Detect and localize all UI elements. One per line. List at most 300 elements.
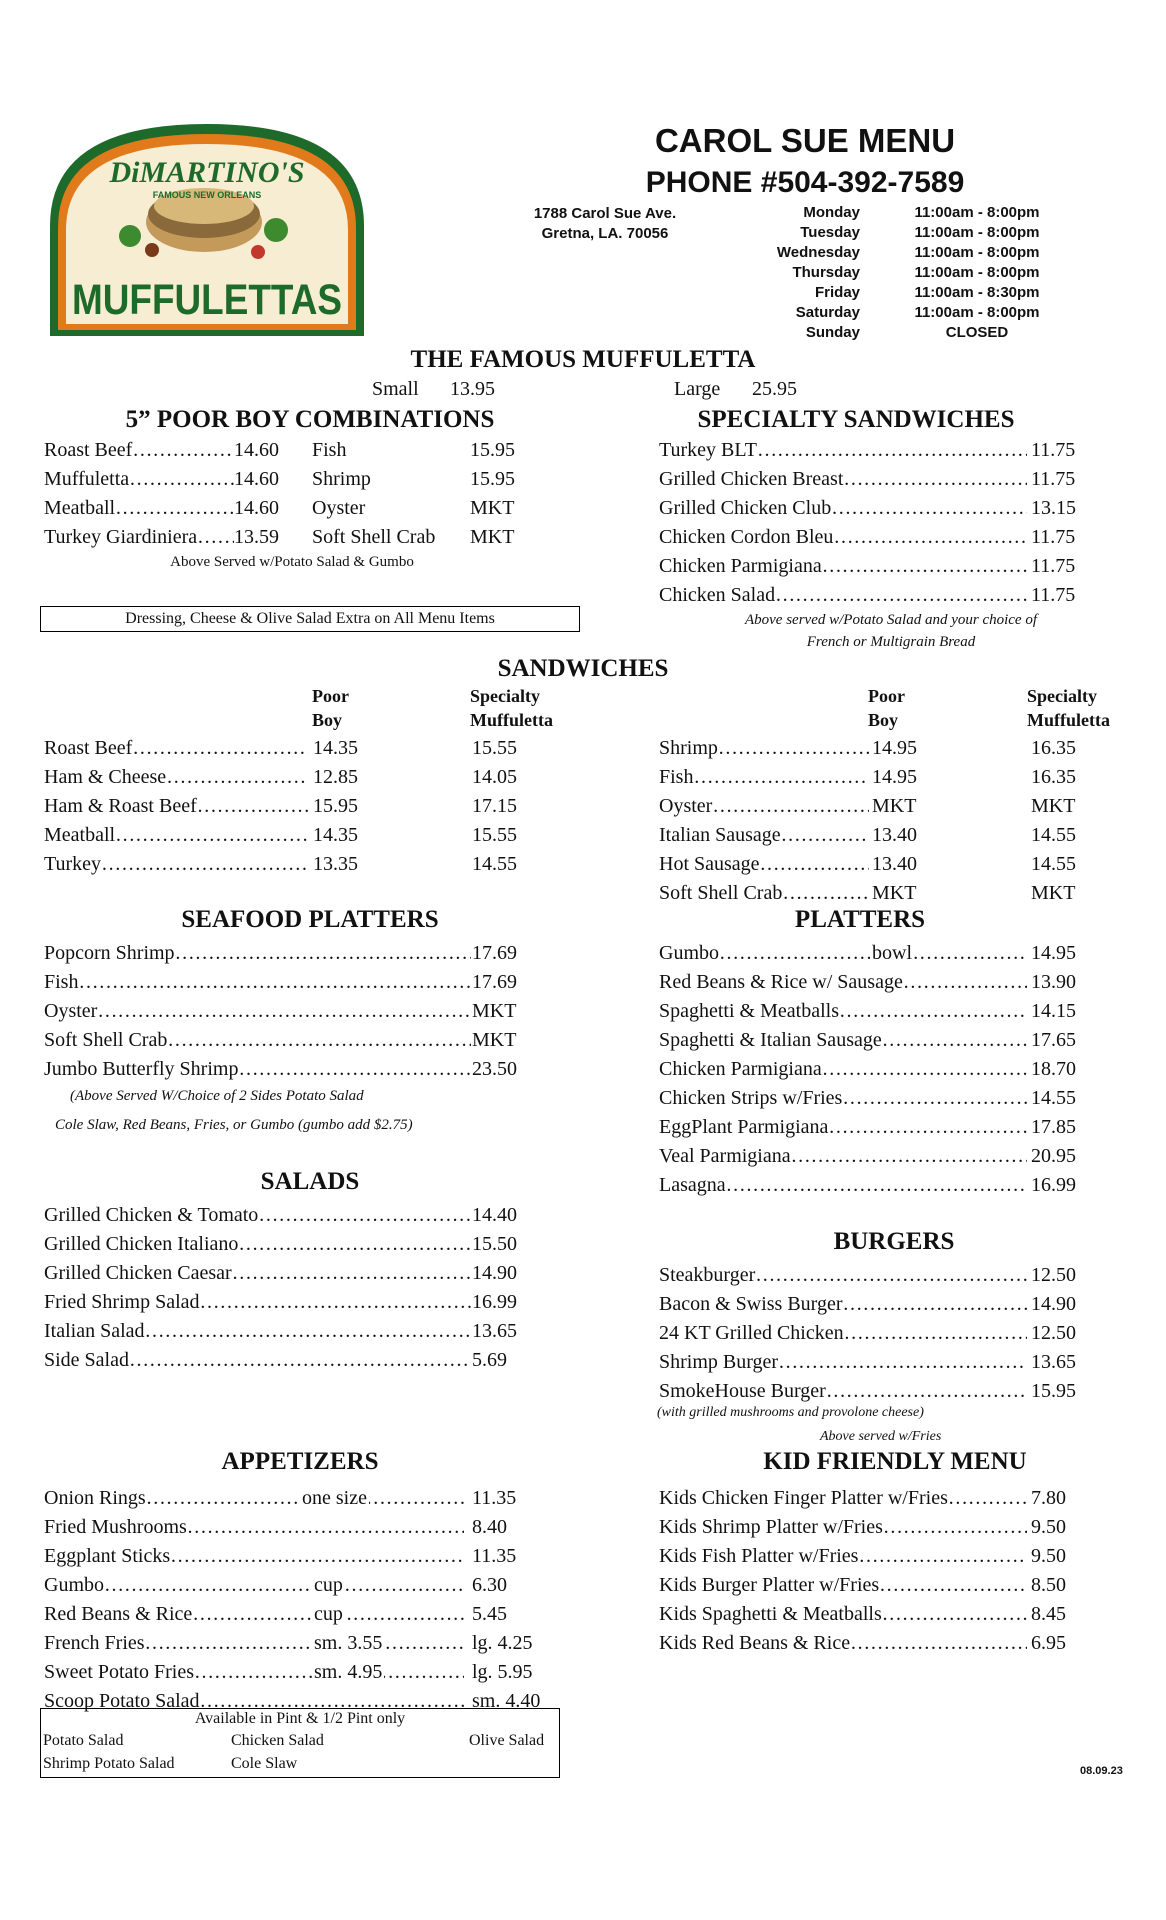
item-name-leader [44,1601,464,1627]
dot-leader [760,851,869,877]
kids-heading: KID FRIENDLY MENU [763,1448,1027,1475]
item-name-leader [44,524,234,550]
item-size: cup [314,1603,343,1625]
dot-leader [78,969,471,995]
sandwich-specialty-price: 16.35 [1031,737,1076,759]
item-price: 11.75 [1031,555,1076,577]
item-price: 8.40 [472,1516,507,1538]
item-price: 11.35 [472,1545,517,1567]
item-name: Muffuletta [44,468,130,490]
item-name: Roast Beef [44,737,133,759]
item-name-leader [659,1027,1027,1053]
menu-title: CAROL SUE MENU [654,122,956,159]
hours-row [720,324,1100,344]
item-name-leader [659,1262,1027,1288]
item-price: 11.35 [472,1487,517,1509]
item-price: MKT [872,795,917,817]
dot-leader [948,1485,1027,1511]
logo-brand-text: DiMARTINO'S [109,156,305,189]
dot-leader [778,1349,1027,1375]
item-price: 14.90 [472,1262,517,1284]
item-name-leader [659,1514,1027,1540]
dot-leader [238,1231,471,1257]
item-name: Oyster [659,795,713,817]
logo-tagline-text: FAMOUS NEW ORLEANS [152,190,262,200]
extras-note: Dressing, Cheese & Olive Salad Extra on All Menu Items [125,610,495,627]
dot-leader [882,1027,1027,1053]
item-name: 24 KT Grilled Chicken [659,1322,844,1344]
item-name: Steakburger [659,1264,756,1286]
dot-leader [129,1347,471,1373]
dot-leader [844,1320,1027,1346]
sandwich-specialty-price: 15.55 [472,737,517,759]
dot-leader [839,998,1027,1024]
item-price: MKT [872,882,917,904]
item-price: 17.69 [472,971,517,993]
item-name: Kids Chicken Finger Platter w/Fries [659,1487,948,1509]
dot-leader [822,553,1027,579]
item-price: 13.65 [472,1320,517,1342]
specialty-note-2: French or Multigrain Bread [806,634,976,650]
phone-number: PHONE #504-392-7589 [645,166,965,199]
item-price: 7.80 [1031,1487,1066,1509]
item-name-leader [659,1143,1027,1169]
dot-leader [200,1289,471,1315]
item-name-leader [659,1485,1027,1511]
dot-leader [850,1630,1027,1656]
combo-item-price: 15.95 [470,439,515,461]
item-price: 16.99 [1031,1174,1076,1196]
item-name: Italian Sausage [659,824,781,846]
item-name: Onion Rings [44,1487,146,1509]
item-name: Bacon & Swiss Burger [659,1293,843,1315]
dot-leader [187,1514,464,1540]
sandwich-specialty-price: 14.55 [1031,853,1076,875]
item-name: Red Beans & Rice [44,1603,193,1625]
item-name-leader [659,969,1027,995]
hours-day: Sunday [805,324,860,341]
poorboy-combo-heading: 5” POOR BOY COMBINATIONS [125,406,495,433]
item-name-leader [659,1085,1027,1111]
extras-box [40,606,580,632]
item-name-leader [44,764,308,790]
item-name-leader [659,735,869,761]
dot-leader [858,1543,1027,1569]
item-price: 11.75 [1031,584,1076,606]
poor-label: Poor [312,686,349,706]
sandwich-specialty-price: 14.55 [472,853,517,875]
item-price: 5.69 [472,1349,507,1371]
item-name: Scoop Potato Salad [44,1690,200,1712]
pint-box [40,1708,560,1778]
dot-leader [879,1572,1027,1598]
salads-heading: SALADS [260,1168,360,1195]
item-name: Ham & Roast Beef [44,795,197,817]
logo-product-text: MUFFULETTAS [72,276,342,324]
item-name-leader [659,553,1027,579]
pint-item: Shrimp Potato Salad [43,1755,175,1772]
item-name-leader [44,1231,471,1257]
hours-time: 11:00am - 8:00pm [914,204,1040,221]
dot-leader [693,764,869,790]
item-price: 17.65 [1031,1029,1076,1051]
hours-time: 11:00am - 8:00pm [914,264,1040,281]
item-name-leader [659,940,1027,966]
item-name: Shrimp Burger [659,1351,779,1373]
dot-leader [167,1027,471,1053]
combo-item-name: Soft Shell Crab [312,526,436,548]
item-size: one size [302,1487,367,1509]
pint-item: Cole Slaw [231,1755,298,1772]
item-name: Meatball [44,497,116,519]
dot-leader [104,1572,464,1598]
hours-day: Friday [814,284,860,301]
item-name: Oyster [44,1000,98,1022]
dot-leader [726,1172,1027,1198]
item-name: Grilled Chicken Italiano [44,1233,239,1255]
dot-leader [833,524,1027,550]
combo-note: Above Served w/Potato Salad & Gumbo [170,554,414,570]
item-name-leader [44,1543,464,1569]
dot-leader [903,969,1027,995]
item-name: Gumbo [44,1574,104,1596]
dot-leader [115,822,308,848]
dot-leader [97,998,471,1024]
platters-heading: PLATTERS [794,906,926,933]
item-name: Jumbo Butterfly Shrimp [44,1058,239,1080]
item-name: Eggplant Sticks [44,1545,171,1567]
small-label: Small [372,378,419,400]
dot-leader [718,735,869,761]
muffuletta-label: Muffuletta [1027,710,1110,730]
burgers-heading: BURGERS [833,1228,955,1255]
item-name-leader [659,1601,1027,1627]
item-name-leader [659,1320,1027,1346]
item-price: 15.50 [472,1233,517,1255]
item-price: 14.60 [234,439,279,461]
muffuletta-label: Muffuletta [470,710,553,730]
item-name-leader [659,466,1027,492]
item-name-leader [659,851,869,877]
dot-leader [757,437,1027,463]
item-name: Soft Shell Crab [44,1029,168,1051]
item-name-leader [44,969,471,995]
item-price: 12.50 [1031,1264,1076,1286]
item-name-leader [659,880,869,906]
item-name-leader [659,1543,1027,1569]
item-name: Chicken Cordon Bleu [659,526,834,548]
dot-leader [831,495,1027,521]
item-price: 14.35 [313,737,358,759]
pint-item: Potato Salad [43,1732,124,1749]
specialty-label: Specialty [470,686,540,706]
item-name-leader [44,437,234,463]
dot-leader [170,1543,464,1569]
item-name: Red Beans & Rice w/ Sausage [659,971,903,993]
item-price: 13.35 [313,853,358,875]
item-size: cup [314,1574,343,1596]
address-line-2: Gretna, LA. 70056 [541,225,669,242]
poor-boy-header-left [312,684,349,732]
poor-label: Poor [868,686,905,706]
sandwich-specialty-price: 14.05 [472,766,517,788]
item-size: sm. 3.55 [314,1632,383,1654]
dot-leader [197,793,308,819]
item-price: 13.59 [234,526,279,548]
hours-day: Wednesday [776,244,860,261]
sandwiches-heading: SANDWICHES [497,655,669,682]
sandwich-specialty-price: MKT [1031,882,1076,904]
item-name: Kids Burger Platter w/Fries [659,1574,880,1596]
item-name-leader [44,1202,471,1228]
item-name-leader [659,764,869,790]
item-name-leader [659,793,869,819]
dot-leader [882,1601,1027,1627]
dot-leader [129,466,234,492]
appetizers-heading: APPETIZERS [221,1448,379,1475]
item-name-leader [44,851,308,877]
item-price: 14.60 [234,468,279,490]
item-name-leader [44,940,471,966]
item-name: Side Salad [44,1349,129,1371]
dot-leader [101,851,308,877]
dot-leader [791,1143,1027,1169]
item-name: Italian Salad [44,1320,145,1342]
sandwich-specialty-price: 15.55 [472,824,517,846]
item-name: Hot Sausage [659,853,760,875]
item-price: 5.45 [472,1603,507,1625]
boy-label: Boy [868,710,899,730]
pint-title: Available in Pint & 1/2 Pint only [194,1710,406,1727]
hours-row [720,244,1100,264]
specialty-label: Specialty [1027,686,1097,706]
item-price: 13.40 [872,853,917,875]
item-price: 11.75 [1031,468,1076,490]
dot-leader [175,940,471,966]
pint-item: Olive Salad [469,1732,545,1749]
combo-item-price: 15.95 [470,468,515,490]
specialty-heading: SPECIALTY SANDWICHES [697,406,1015,433]
item-name-leader [44,822,308,848]
combo-item-name: Oyster [312,497,366,519]
hours-time: 11:00am - 8:00pm [914,304,1040,321]
item-name-leader [659,495,1027,521]
boy-label: Boy [312,710,343,730]
item-price: 17.69 [472,942,517,964]
item-name-leader [659,437,1027,463]
dot-leader [755,1262,1027,1288]
item-name: Veal Parmigiana [659,1145,791,1167]
combo-item-name: Shrimp [312,468,371,490]
item-size: sm. 4.95 [314,1661,383,1683]
famous-muffuletta-heading: THE FAMOUS MUFFULETTA [410,346,756,373]
item-name: Chicken Parmigiana [659,1058,822,1080]
item-name: Grilled Chicken Breast [659,468,844,490]
item-name: Roast Beef [44,439,133,461]
dot-leader [843,1291,1027,1317]
dot-leader [166,764,308,790]
dot-leader [775,582,1027,608]
hours-row [720,304,1100,324]
dot-leader [782,880,869,906]
item-name: Chicken Parmigiana [659,555,822,577]
hours-day: Tuesday [800,224,860,241]
item-price: lg. 4.25 [472,1632,533,1654]
seafood-note-2: Cole Slaw, Red Beans, Fries, or Gumbo (gumbo add $2.75) [55,1117,413,1133]
item-price: 14.95 [872,737,917,759]
item-name: Fried Mushrooms [44,1516,187,1538]
dot-leader [883,1514,1027,1540]
item-name-leader [44,1347,471,1373]
item-price: MKT [472,1029,517,1051]
item-name-leader [44,1630,464,1656]
sandwich-specialty-price: MKT [1031,795,1076,817]
item-price: 16.99 [472,1291,517,1313]
burgers-note-1: (with grilled mushrooms and provolone cheese) [657,1405,924,1420]
item-name: French Fries [44,1632,145,1654]
item-price: 23.50 [472,1058,517,1080]
item-name: Chicken Strips w/Fries [659,1087,843,1109]
item-price: 9.50 [1031,1516,1066,1538]
item-price: 13.90 [1031,971,1076,993]
item-price: 14.15 [1031,1000,1076,1022]
poor-boy-header-right [868,684,905,732]
hours-time: 11:00am - 8:00pm [914,244,1040,261]
small-price: 13.95 [450,378,495,400]
item-price: 17.85 [1031,1116,1076,1138]
dot-leader [826,1378,1027,1404]
item-price: 14.55 [1031,1087,1076,1109]
item-name: Grilled Chicken Club [659,497,832,519]
item-name: Turkey [44,853,102,875]
item-name: Spaghetti & Meatballs [659,1000,839,1022]
combo-item-price: MKT [470,526,515,548]
item-price: lg. 5.95 [472,1661,533,1683]
item-name: Chicken Salad [659,584,776,606]
item-name: Lasagna [659,1174,726,1196]
item-name-leader [44,1318,471,1344]
item-price: 12.50 [1031,1322,1076,1344]
pint-item: Chicken Salad [231,1732,324,1749]
address-line-1: 1788 Carol Sue Ave. [533,205,677,222]
item-price: 13.65 [1031,1351,1076,1373]
dimartinos-logo [44,118,370,338]
hours-row [720,204,1100,224]
item-name: Shrimp [659,737,718,759]
item-price: 14.35 [313,824,358,846]
item-name-leader [44,1514,464,1540]
item-name: Grilled Chicken Caesar [44,1262,232,1284]
hours-day: Monday [803,204,860,221]
dot-leader [132,735,308,761]
dot-leader [828,1114,1027,1140]
item-name-leader [659,1114,1027,1140]
item-price: 9.50 [1031,1545,1066,1567]
hours-row [720,284,1100,304]
item-price: 12.85 [313,766,358,788]
item-name-leader [44,1572,464,1598]
item-name-leader [44,1056,471,1082]
item-name-leader [659,822,869,848]
dot-leader [842,1085,1027,1111]
item-price: 18.70 [1031,1058,1076,1080]
hours-day: Thursday [792,264,860,281]
dot-leader [822,1056,1027,1082]
item-name-leader [44,466,234,492]
dot-leader [232,1260,471,1286]
dot-leader [843,466,1027,492]
large-label: Large [674,378,721,400]
item-price: 14.90 [1031,1293,1076,1315]
dot-leader [115,495,234,521]
item-name-leader [659,1056,1027,1082]
item-name-leader [659,1172,1027,1198]
item-price: 14.60 [234,497,279,519]
large-price: 25.95 [752,378,797,400]
dot-leader [712,793,869,819]
item-name-leader [44,998,471,1024]
specialty-note-1: Above served w/Potato Salad and your choice of [744,612,1038,628]
sandwich-specialty-price: 14.55 [1031,824,1076,846]
item-name-leader [44,1027,471,1053]
dot-leader [781,822,869,848]
specialty-header-right [1027,684,1110,732]
seafood-note-1: (Above Served W/Choice of 2 Sides Potato Salad [70,1088,364,1104]
hours-time: CLOSED [945,324,1009,341]
item-price: 8.45 [1031,1603,1066,1625]
item-price: 6.95 [1031,1632,1066,1654]
dot-leader [238,1056,471,1082]
item-price: 6.30 [472,1574,507,1596]
item-price: 13.15 [1031,497,1076,519]
item-name: EggPlant Parmigiana [659,1116,829,1138]
item-name: Kids Fish Platter w/Fries [659,1545,859,1567]
item-size: bowl [872,942,912,964]
item-name-leader [44,735,308,761]
date-code: 08.09.23 [1080,1765,1123,1777]
hours-day: Saturday [795,304,860,321]
item-name-leader [44,793,308,819]
item-name-leader [44,1485,464,1511]
item-price: 13.40 [872,824,917,846]
item-price: 20.95 [1031,1145,1076,1167]
item-name: Kids Shrimp Platter w/Fries [659,1516,883,1538]
item-name-leader [44,1659,464,1685]
dot-leader [132,437,234,463]
item-name: Meatball [44,824,116,846]
item-name: Grilled Chicken & Tomato [44,1204,259,1226]
hours-time: 11:00am - 8:30pm [914,284,1040,301]
item-name: Fried Shrimp Salad [44,1291,200,1313]
combo-item-name: Fish [312,439,347,461]
item-name: Fish [44,971,79,993]
item-price: 11.75 [1031,526,1076,548]
item-name-leader [659,1630,1027,1656]
item-name: Turkey BLT [659,439,757,461]
item-price: sm. 4.40 [472,1690,541,1712]
item-name: Kids Spaghetti & Meatballs [659,1603,882,1625]
item-name: Soft Shell Crab [659,882,783,904]
specialty-header-left [470,684,553,732]
dot-leader [145,1630,464,1656]
item-name: Turkey Giardiniera [44,526,198,548]
item-name: Sweet Potato Fries [44,1661,194,1683]
item-price: 14.95 [872,766,917,788]
item-price: 14.95 [1031,942,1076,964]
item-name-leader [659,582,1027,608]
combo-item-price: MKT [470,497,515,519]
dot-leader [145,1318,471,1344]
